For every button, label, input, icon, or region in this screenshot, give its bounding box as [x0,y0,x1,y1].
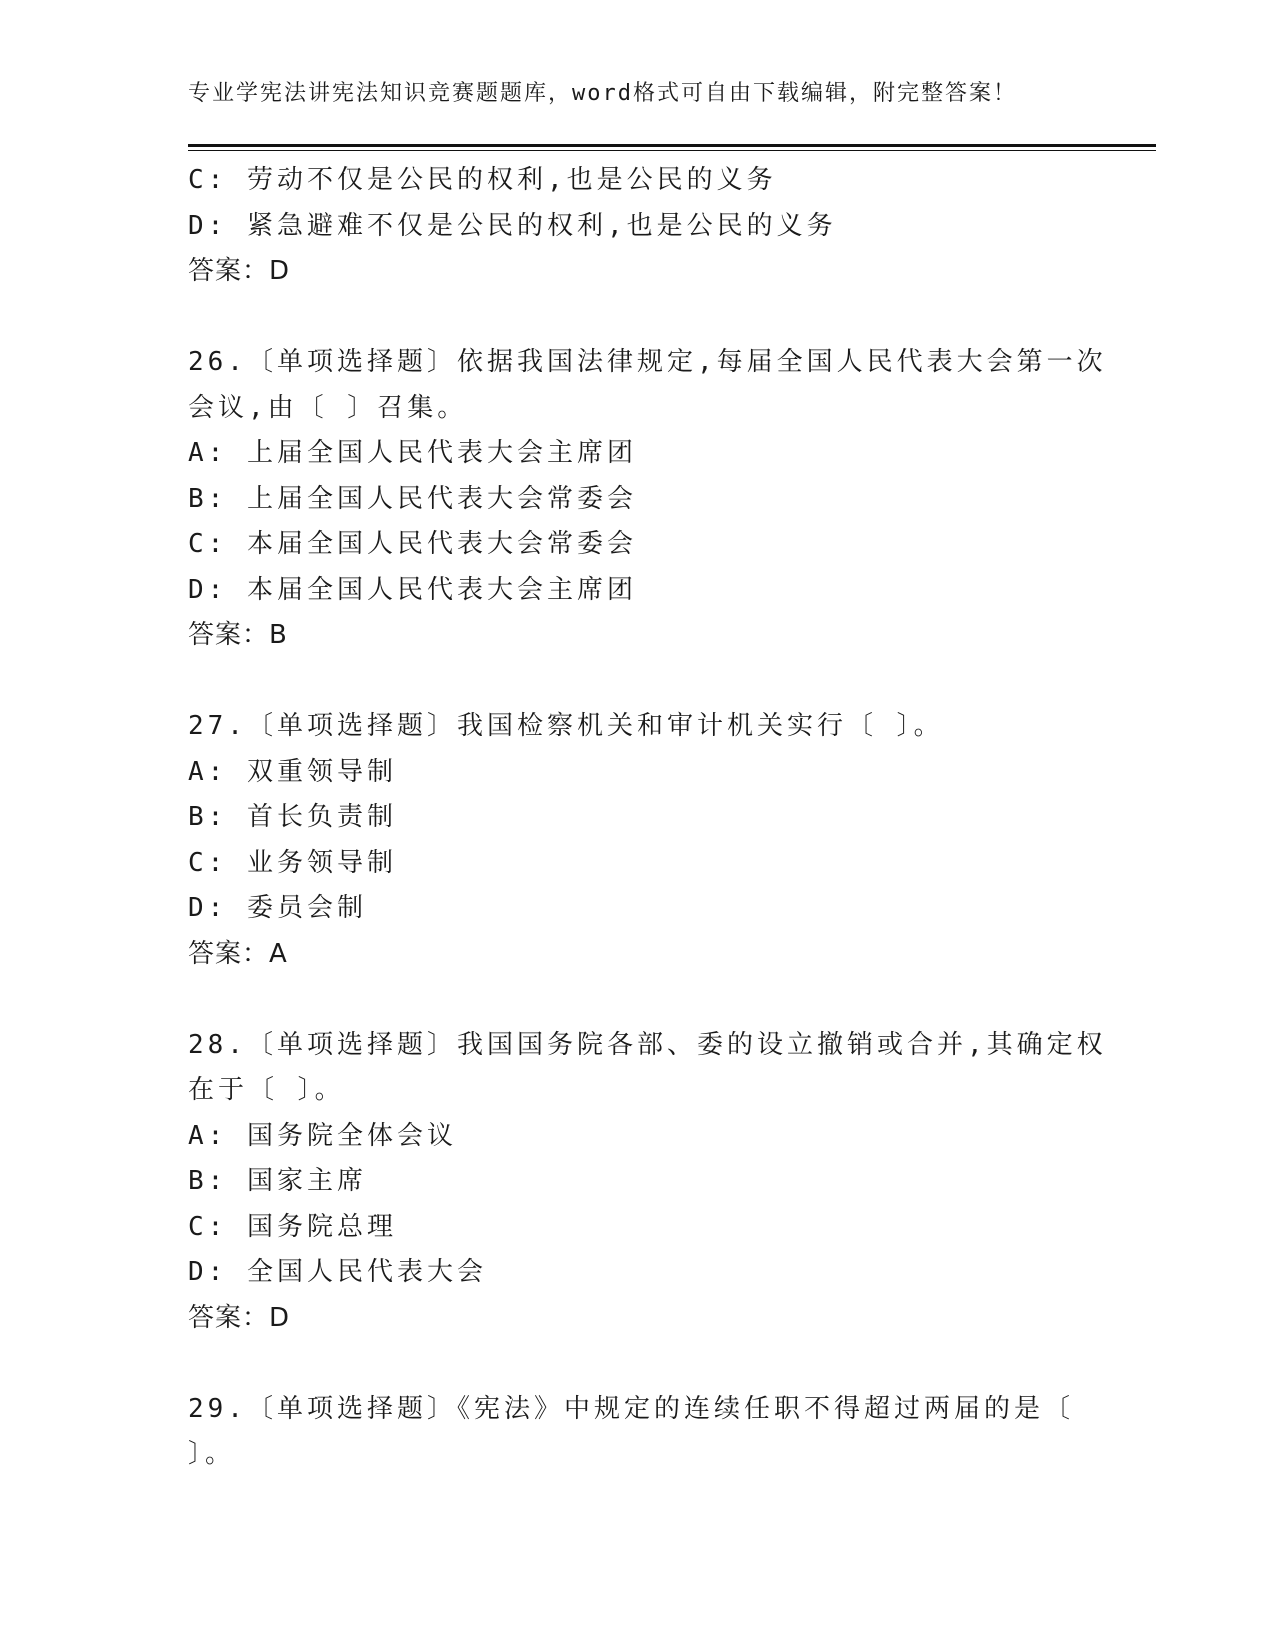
option-line: B: 上届全国人民代表大会常委会 [188,483,637,514]
question-text: 28.〔单项选择题〕我国国务院各部、委的设立撤销或合并,其确定权 [188,1029,1107,1060]
option-line: C: 劳动不仅是公民的权利,也是公民的义务 [188,165,777,195]
question-text: 会议,由〔 〕召集。 [188,392,468,423]
document-body [188,158,1107,1478]
header-rule-thin [188,150,1156,151]
option-line: D: 紧急避难不仅是公民的权利,也是公民的义务 [188,210,837,241]
option-line: B: 首长负责制 [188,802,397,832]
option-line: D: 全国人民代表大会 [188,1257,487,1287]
page-header-text: 专业学宪法讲宪法知识竞赛题题库，word格式可自由下载编辑，附完整答案！ [188,81,1017,106]
spacer [188,659,1078,705]
question-text: 29.〔单项选择题〕《宪法》中规定的连续任职不得超过两届的是〔 [188,1393,1074,1424]
option-line: C: 国务院总理 [188,1211,397,1242]
question-text: 〕。 [188,1439,236,1469]
option-line: B: 国家主席 [188,1166,367,1196]
answer-line: 答案：B [188,620,288,650]
spacer [188,977,1078,1023]
header-rule-thick [188,144,1156,147]
option-line: C: 本届全国人民代表大会常委会 [188,529,637,559]
question-text: 在于〔 〕。 [188,1075,345,1105]
answer-line: 答案：D [188,256,291,286]
option-line: C: 业务领导制 [188,847,397,878]
spacer [188,1341,1078,1387]
question-block [188,704,1078,977]
spacer [188,295,1078,341]
option-line: A: 双重领导制 [188,756,397,787]
answer-line: 答案：A [188,938,288,969]
option-line: D: 委员会制 [188,893,367,923]
question-block [188,340,1107,659]
option-line: A: 上届全国人民代表大会主席团 [188,438,637,468]
question-text: 26.〔单项选择题〕依据我国法律规定,每届全国人民代表大会第一次 [188,347,1107,377]
question-block [188,1387,1078,1478]
option-line: D: 本届全国人民代表大会主席团 [188,574,637,605]
question-block [188,1023,1107,1342]
option-line: A: 国务院全体会议 [188,1120,457,1151]
answer-line: 答案：D [188,1302,291,1333]
question-text: 27.〔单项选择题〕我国检察机关和审计机关实行〔 〕。 [188,711,944,741]
